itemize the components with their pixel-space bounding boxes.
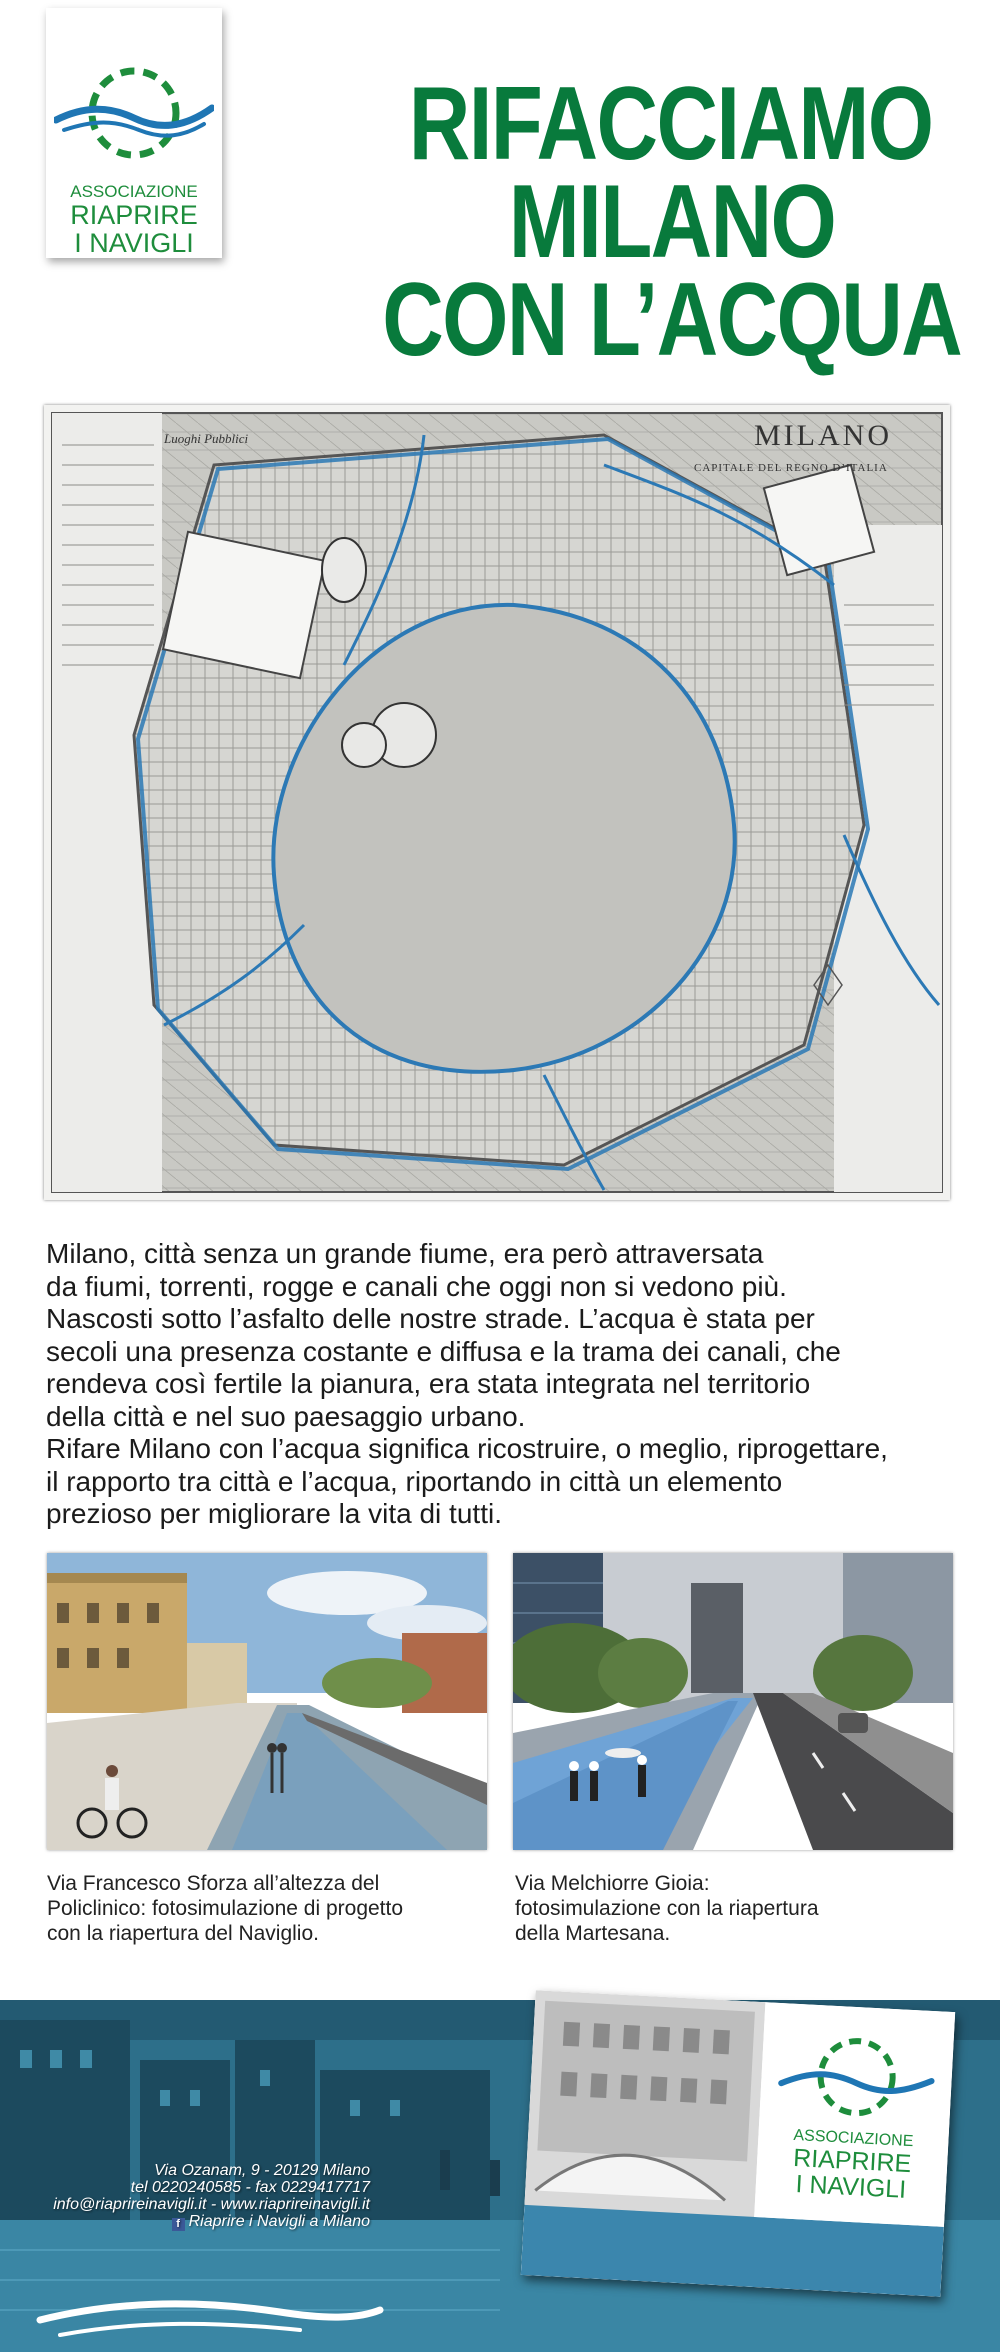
contact-phone: tel 0220240585 - fax 0229417717 — [130, 2179, 370, 2196]
postcard-logo-line-1: ASSOCIAZIONE — [793, 2126, 914, 2151]
map-title: MILANO — [754, 419, 892, 452]
caption-line: con la riapertura del Naviglio. — [47, 1922, 319, 1945]
intro-line: il rapporto tra città e l’acqua, riportando in città un elemento — [46, 1465, 783, 1497]
contact-email-web[interactable]: info@riaprireinavigli.it - www.riaprireinavigli.it — [53, 2196, 370, 2213]
caption-line: Via Francesco Sforza all’altezza del — [47, 1872, 380, 1895]
map-legend-title: Luoghi Pubblici — [164, 431, 249, 446]
caption-line: fotosimulazione con la riapertura — [515, 1897, 819, 1920]
photo-via-gioia — [513, 1553, 953, 1850]
contact-block — [0, 2162, 370, 2231]
photo-caption-via-gioia — [515, 1871, 945, 1946]
headline-line-1: RIFACCIAMO — [408, 66, 933, 182]
caption-line: Via Melchiorre Gioia: — [515, 1872, 710, 1895]
association-logo — [46, 8, 222, 258]
contact-facebook[interactable] — [0, 2213, 370, 2231]
headline-line-3: CON L’ACQUA — [382, 262, 962, 378]
map-subtitle: CAPITALE DEL REGNO D’ITALIA — [694, 462, 888, 474]
intro-line: Nascosti sotto l’asfalto delle nostre strade. L’acqua è stata per — [46, 1303, 815, 1334]
intro-line: prezioso per migliorare la vita di tutti. — [46, 1498, 502, 1529]
postcard-logo-line-3: I NAVIGLI — [794, 2170, 907, 2204]
intro-line: secoli una presenza costante e diffusa e la trama dei canali, che — [46, 1335, 841, 1367]
contact-address: Via Ozanam, 9 - 20129 Milano — [154, 2162, 370, 2179]
logo-line-3: I NAVIGLI — [74, 228, 194, 258]
intro-line: Rifare Milano con l’acqua significa ricostruire, o meglio, riprogettare, — [46, 1433, 888, 1464]
intro-line: rendeva così fertile la pianura, era stata integrata nel territorio — [46, 1368, 811, 1399]
photo-via-sforza — [47, 1553, 487, 1850]
postcard-image — [521, 1990, 955, 2297]
intro-paragraph — [46, 1238, 946, 1531]
facebook-page-label: Riaprire i Navigli a Milano — [188, 2213, 370, 2230]
headline-line-2: MILANO — [508, 164, 836, 280]
facebook-icon: f — [172, 2218, 185, 2231]
caption-line: Policlinico: fotosimulazione di progetto — [47, 1897, 404, 1920]
intro-line: della città e nel suo paesaggio urbano. — [46, 1400, 526, 1432]
intro-line: da fiumi, torrenti, rogge e canali che oggi non si vedono più. — [46, 1270, 787, 1302]
caption-line: della Martesana. — [515, 1922, 671, 1945]
logo-line-2: RIAPRIRE — [70, 200, 198, 230]
intro-line: Milano, città senza un grande fiume, era però attraversata — [46, 1238, 764, 1269]
logo-circle-wave-icon — [54, 58, 214, 178]
postcard-logo-line-2: RIAPRIRE — [792, 2143, 912, 2179]
historic-map-milano — [44, 405, 950, 1200]
logo-line-1: ASSOCIAZIONE — [70, 182, 198, 201]
map-illustration — [44, 405, 950, 1200]
photo-caption-via-sforza — [47, 1871, 477, 1946]
